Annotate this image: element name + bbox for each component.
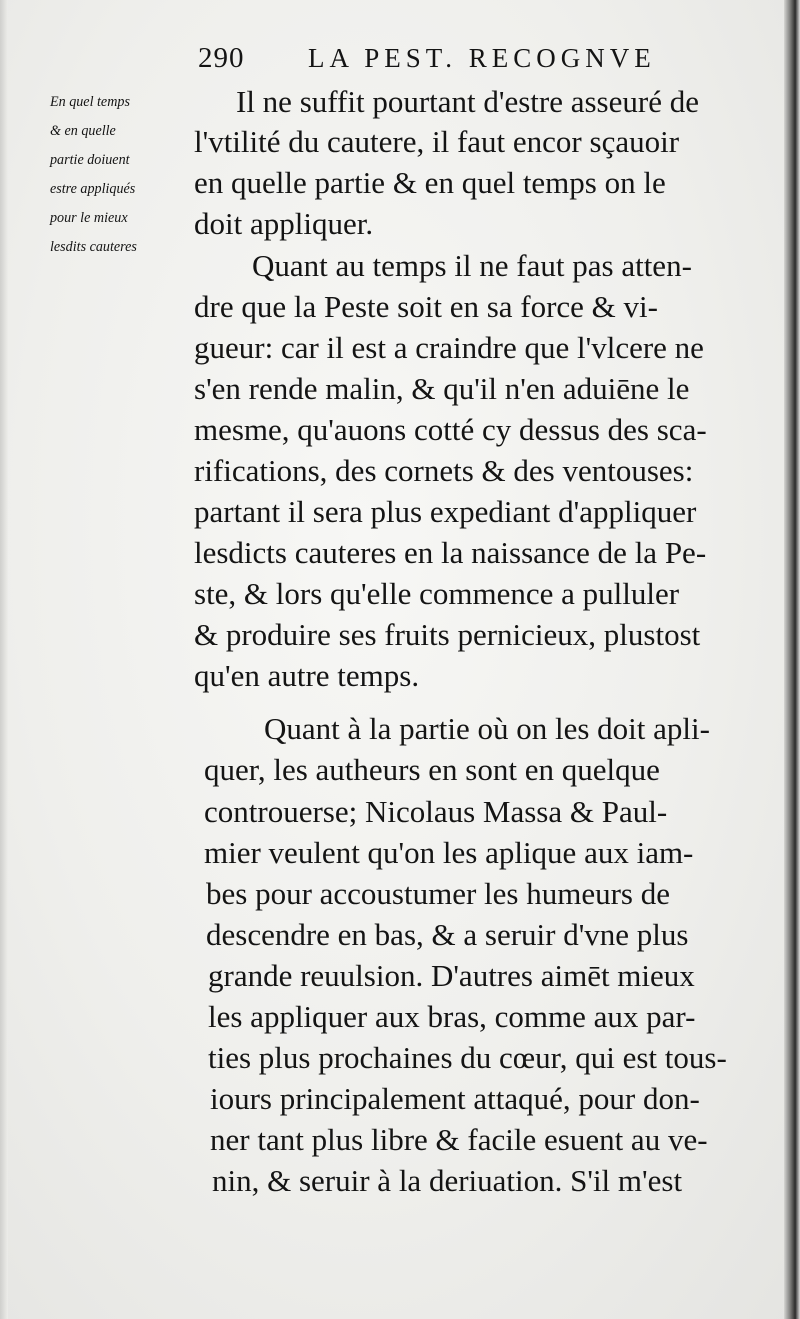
page-number: 290 [198, 42, 245, 74]
text-line: quer, les autheurs en sont en quelque [204, 752, 660, 787]
text-line: & produire ses fruits pernicieux, plustost [194, 617, 701, 652]
text-line: Quant à la partie où on les doit apli- [264, 711, 710, 746]
text-line: lesdicts cauteres en la naissance de la Pe- [194, 535, 707, 570]
text-line: grande reuulsion. D'autres aimēt mieux [208, 958, 695, 993]
text-line: les appliquer aux bras, comme aux par- [208, 999, 696, 1034]
text-line: mesme, qu'auons cotté cy dessus des sca- [194, 412, 707, 447]
text-line: mier veulent qu'on les aplique aux iam- [204, 835, 694, 870]
text-line: ner tant plus libre & facile esuent au ve- [210, 1122, 708, 1157]
marginal-note-line: & en quelle [50, 123, 116, 139]
marginal-note-line: estre appliqués [50, 181, 136, 197]
text-line: rifications, des cornets & des ventouses: [194, 453, 694, 488]
text-line: descendre en bas, & a seruir d'vne plus [206, 917, 689, 952]
marginal-note-line: pour le mieux [50, 210, 128, 226]
marginal-note-line: lesdits cauteres [50, 239, 137, 255]
running-title: LA PEST. RECOGNVE [308, 43, 656, 73]
text-line: s'en rende malin, & qu'il n'en aduiēne le [194, 371, 690, 406]
text-line: Il ne suffit pourtant d'estre asseuré de [236, 84, 699, 119]
page-gutter-shadow [784, 0, 800, 1319]
text-line: en quelle partie & en quel temps on le [194, 165, 666, 200]
text-line: iours principalement attaqué, pour don- [210, 1081, 700, 1116]
text-line: Quant au temps il ne faut pas atten- [252, 248, 692, 283]
text-line: controuerse; Nicolaus Massa & Paul- [204, 794, 668, 829]
marginal-note-line: En quel temps [50, 94, 130, 110]
text-line: partant il sera plus expediant d'appliquer [194, 494, 697, 529]
text-line: bes pour accoustumer les humeurs de [206, 876, 671, 911]
text-line: qu'en autre temps. [194, 658, 420, 693]
text-line: nin, & seruir à la deriuation. S'il m'est [212, 1163, 683, 1198]
text-line: gueur: car il est a craindre que l'vlcere ne [194, 330, 704, 365]
text-line: doit appliquer. [194, 206, 374, 241]
text-line: ste, & lors qu'elle commence a pulluler [194, 576, 680, 611]
text-line: l'vtilité du cautere, il faut encor sçauoir [194, 124, 680, 159]
text-line: dre que la Peste soit en sa force & vi- [194, 289, 658, 324]
marginal-note-line: partie doiuent [50, 152, 130, 168]
running-head [0, 42, 800, 82]
text-line: ties plus prochaines du cœur, qui est tous- [208, 1040, 727, 1075]
page-left-edge [0, 0, 8, 1319]
marginal-note [50, 88, 200, 262]
